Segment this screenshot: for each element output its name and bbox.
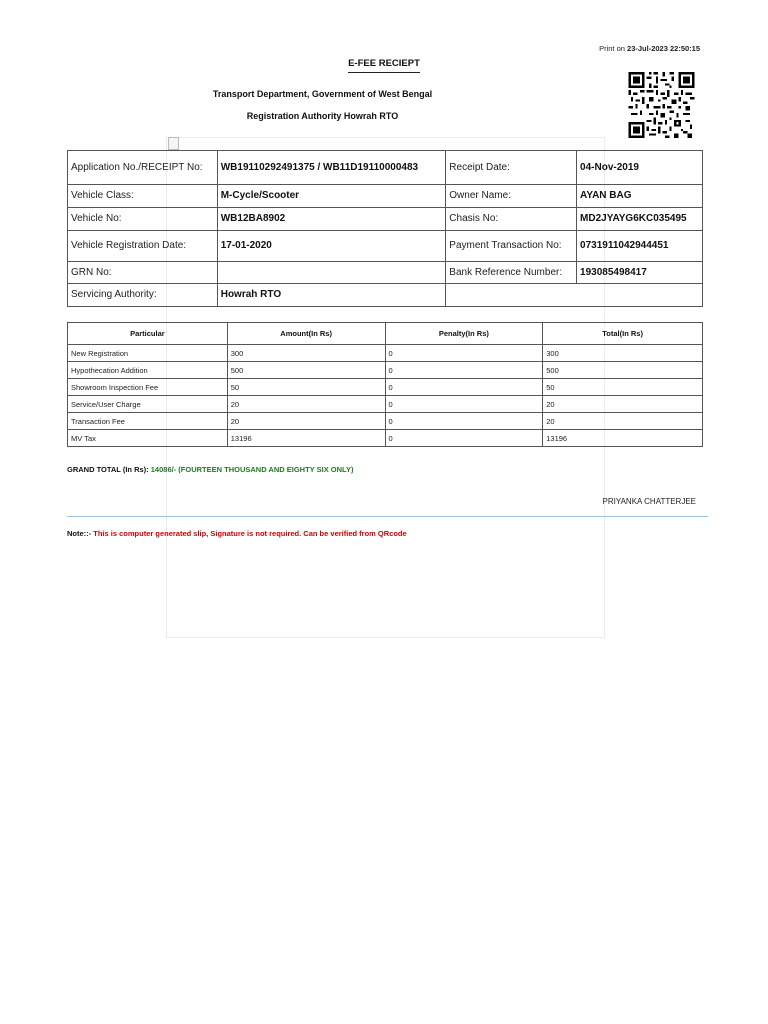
registration-date-label: Vehicle Registration Date: [68, 231, 218, 262]
info-row [68, 208, 703, 231]
fee-particular: Transaction Fee [68, 413, 228, 430]
vehicle-class-value: M-Cycle/Scooter [217, 185, 446, 208]
payment-transaction-label: Payment Transaction No: [446, 231, 577, 262]
note-text: This is computer generated slip, Signature is not required. Can be verified from QRcode [93, 529, 407, 538]
empty-cell [446, 284, 703, 307]
vehicle-no-value: WB12BA8902 [217, 208, 446, 231]
fee-particular: Hypothecation Addition [68, 362, 228, 379]
servicing-authority-label: Servicing Authority: [68, 284, 218, 307]
receipt-title [0, 58, 768, 73]
info-row [68, 262, 703, 284]
table-row [68, 396, 703, 413]
fee-amount: 300 [227, 345, 385, 362]
fee-amount: 20 [227, 396, 385, 413]
application-no-value: WB19110292491375 / WB11D19110000483 [217, 151, 446, 185]
print-timestamp [599, 44, 700, 53]
fee-particular: Showroom Inspection Fee [68, 379, 228, 396]
receipt-date-value: 04-Nov-2019 [577, 151, 703, 185]
fee-particular: Service/User Charge [68, 396, 228, 413]
fee-penalty: 0 [385, 430, 543, 447]
fee-total: 500 [543, 362, 703, 379]
signer-name: PRIYANKA CHATTERJEE [602, 497, 696, 506]
fee-total: 20 [543, 396, 703, 413]
column-header-amount: Amount(In Rs) [227, 323, 385, 345]
receipt-title-text: E-FEE RECIEPT [348, 58, 420, 73]
table-row [68, 379, 703, 396]
fee-penalty: 0 [385, 396, 543, 413]
owner-name-label: Owner Name: [446, 185, 577, 208]
table-row [68, 345, 703, 362]
fee-particular: New Registration [68, 345, 228, 362]
grand-total-label: GRAND TOTAL (In Rs): [67, 465, 149, 474]
info-row [68, 185, 703, 208]
bank-reference-label: Bank Reference Number: [446, 262, 577, 284]
registration-date-value: 17-01-2020 [217, 231, 446, 262]
info-row [68, 284, 703, 307]
fee-total: 50 [543, 379, 703, 396]
fee-penalty: 0 [385, 345, 543, 362]
note-label: Note::- [67, 529, 92, 538]
fee-amount: 50 [227, 379, 385, 396]
qr-code-icon [627, 72, 696, 138]
table-row [68, 413, 703, 430]
print-prefix: Print on [599, 44, 628, 53]
fee-amount: 13196 [227, 430, 385, 447]
fee-total: 20 [543, 413, 703, 430]
grn-no-label: GRN No: [68, 262, 218, 284]
registration-authority: Registration Authority Howrah RTO [246, 111, 399, 121]
receipt-info-table [67, 150, 703, 307]
table-row [68, 430, 703, 447]
column-header-total: Total(In Rs) [543, 323, 703, 345]
info-row [68, 151, 703, 185]
broken-image-icon [168, 137, 179, 150]
vehicle-no-label: Vehicle No: [68, 208, 218, 231]
fee-penalty: 0 [385, 379, 543, 396]
grand-total [67, 465, 353, 474]
fee-table-header [68, 323, 703, 345]
info-row [68, 231, 703, 262]
application-no-label: Application No./RECEIPT No: [68, 151, 218, 185]
chasis-no-value: MD2JYAYG6KC035495 [577, 208, 703, 231]
column-header-particular: Particular [68, 323, 228, 345]
fee-total: 13196 [543, 430, 703, 447]
note [67, 529, 407, 538]
owner-name-value: AYAN BAG [577, 185, 703, 208]
fee-penalty: 0 [385, 413, 543, 430]
receipt-date-label: Receipt Date: [446, 151, 577, 185]
bank-reference-value: 193085498417 [577, 262, 703, 284]
fee-total: 300 [543, 345, 703, 362]
print-datetime: 23-Jul-2023 22:50:15 [627, 44, 700, 53]
separator-line [67, 516, 708, 517]
chasis-no-label: Chasis No: [446, 208, 577, 231]
vehicle-class-label: Vehicle Class: [68, 185, 218, 208]
table-row [68, 362, 703, 379]
servicing-authority-value: Howrah RTO [217, 284, 446, 307]
fee-table [67, 322, 703, 447]
fee-particular: MV Tax [68, 430, 228, 447]
fee-amount: 20 [227, 413, 385, 430]
column-header-penalty: Penalty(In Rs) [385, 323, 543, 345]
department-name: Transport Department, Government of West Bengal [212, 89, 433, 99]
payment-transaction-value: 0731911042944451 [577, 231, 703, 262]
fee-penalty: 0 [385, 362, 543, 379]
grn-no-value [217, 262, 446, 284]
fee-amount: 500 [227, 362, 385, 379]
grand-total-amount: 14086/- (FOURTEEN THOUSAND AND EIGHTY SIX ONLY) [150, 465, 354, 474]
